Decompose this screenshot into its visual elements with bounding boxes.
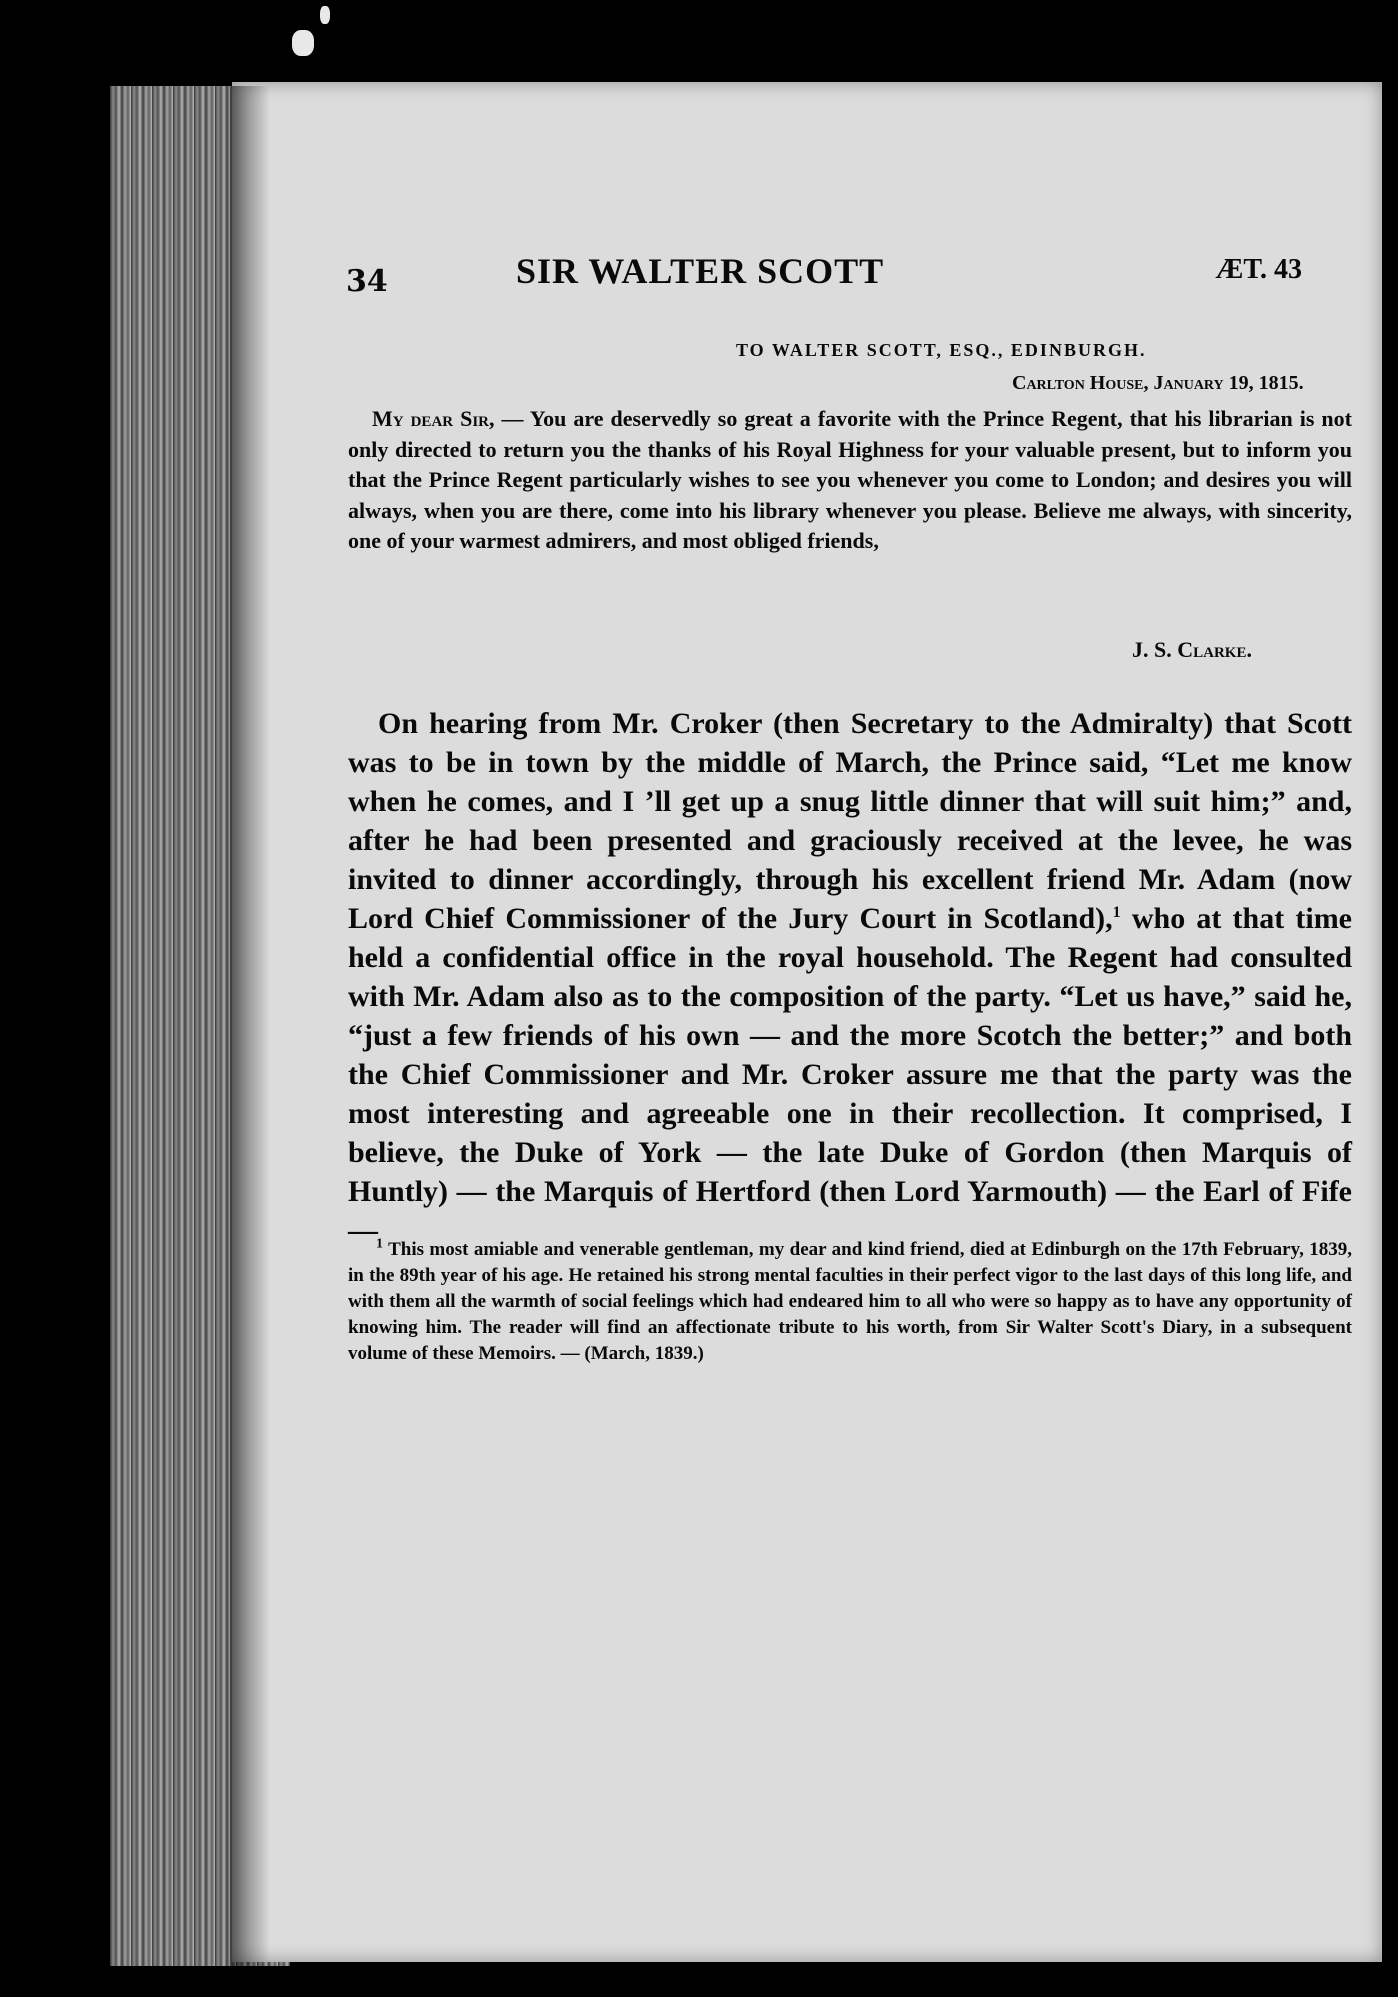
letter-salutation: My dear Sir, [372,406,495,431]
narrative-text: On hearing from Mr. Croker (then Secretary to the Admiralty) that Scott was to be in town by the middle of March, the Prince said, “Let me know when he comes, and I ’ll get up a snug little dinner that will suit him;” and, after he had been presented and graciously received at the levee, he was invited to dinner accordingly, through his excellent friend Mr. Adam (now Lord Chief Commissioner of the Jury Court in Scotland), [348,707,1352,935]
running-title: SIR WALTER SCOTT [516,251,885,291]
running-head [346,250,1312,310]
page-number: 34 [346,264,388,299]
book-page [232,82,1382,1962]
page-content [232,82,1382,1962]
footnote-mark: 1 [376,1236,383,1252]
running-age: ÆT. 43 [1215,254,1302,285]
letter-dateline: Carlton House, January 19, 1815. [1012,372,1304,394]
gutter-shadow [230,86,270,1966]
footnote [348,1237,1352,1367]
letter-body [348,404,1352,557]
narrative-paragraph [348,704,1352,1250]
narrative-text-continued: who at that time held a confidential office in the royal household. The Regent had consulted with Mr. Adam also as to the composition of the party. “Let us have,” said he, “just a few friends of his own — and the more Scotch the better;” and both the Chief Commissioner and Mr. Croker assure me that the party was the most interesting and agreeable one in their recollection. It comprised, I believe, the Duke of York — the late Duke of Gordon (then Marquis of Huntly) — the Marquis of Hertford (then Lord Yarmouth) — the Earl of Fife — [348,902,1353,1247]
letter-heading: TO WALTER SCOTT, ESQ., EDINBURGH. [736,340,1147,360]
letter-signature: J. S. Clarke. [1132,637,1252,662]
scan-speck [292,30,314,56]
letter-text: — You are deservedly so great a favorite with the Prince Regent, that his librarian is not only directed to return you the thanks of his Royal Highness for your valuable present, but to inform you that the Prince Regent particularly wishes to see you whenever you come to London; and desires you will always, when you are there, come into his library whenever you please. Believe me always, with sincerity, one of your warmest admirers, and most obliged friends, [348,406,1352,553]
footnote-text: This most amiable and venerable gentleman, my dear and kind friend, died at Edinburgh on the 17th February, 1839, in the 89th year of his age. He retained his strong mental faculties in their perfect vigor to the last days of this long life, and with them all the warmth of social feelings which had endeared him to all who were so happy as to have any opportunity of knowing him. The reader will find an affectionate tribute to his worth, from Sir Walter Scott's Diary, in a subsequent volume of these Memoirs. — (March, 1839.) [348,1239,1352,1364]
scan-speck [320,6,330,24]
footnote-reference: 1 [1112,904,1121,921]
